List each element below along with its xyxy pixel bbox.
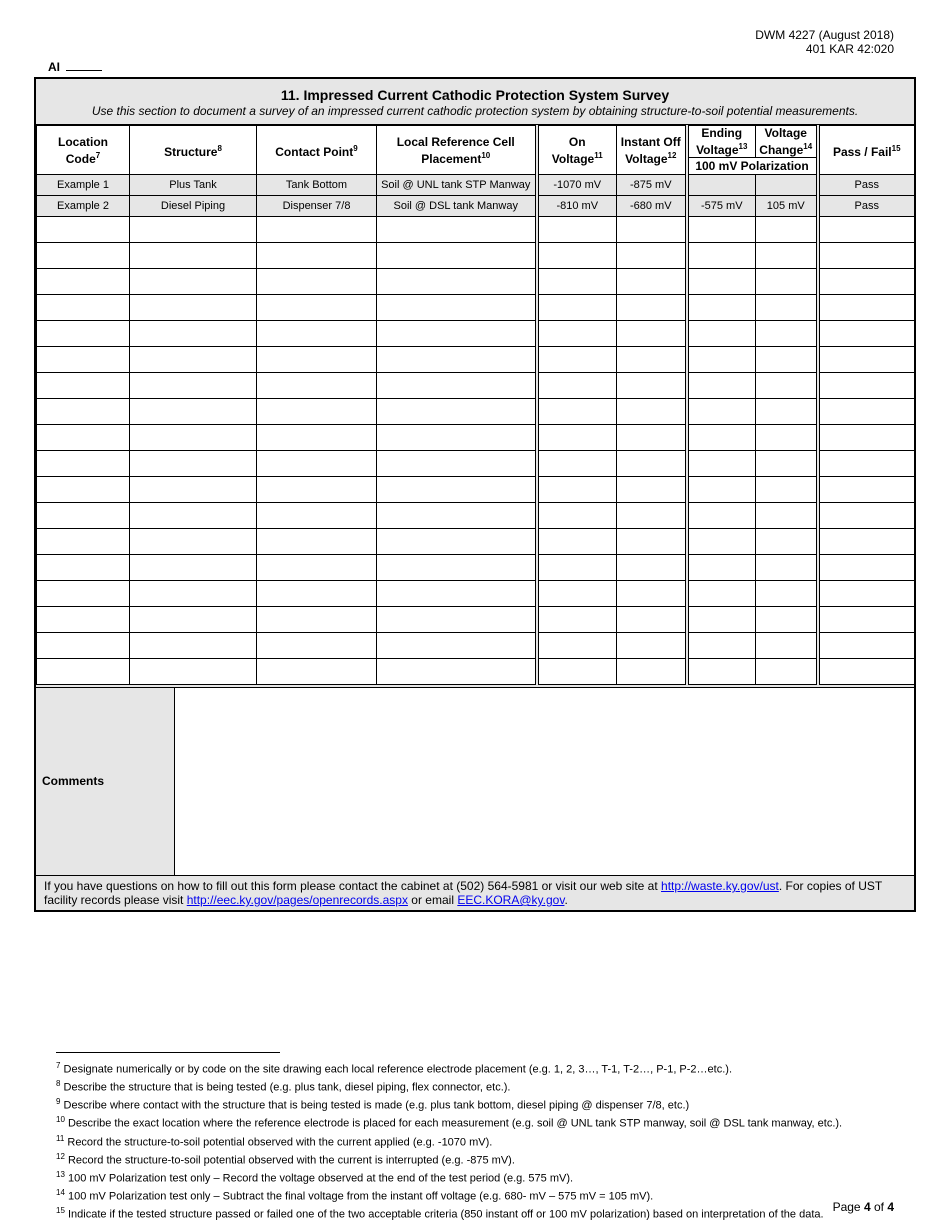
reference-placement-input[interactable]: [377, 217, 537, 243]
survey-table: [36, 125, 915, 685]
instant-off-voltage-input[interactable]: [617, 529, 687, 555]
ending-voltage-input[interactable]: [687, 607, 756, 633]
contact-point-input[interactable]: [257, 295, 377, 321]
voltage-change-input[interactable]: [756, 425, 818, 451]
col-contact-point: Contact Point$^9$: [257, 126, 377, 175]
voltage-change-input[interactable]: [756, 399, 818, 425]
ending-voltage-input[interactable]: [687, 399, 756, 425]
entry-row: [37, 295, 915, 321]
ending-voltage-input[interactable]: [687, 451, 756, 477]
footnote: $^7$ Designate numerically or by code on the site drawing each local reference electrode placement (e.g. 1, 2, 3…, T-1, T-2…, P-1, P-2…etc.).: [56, 1061, 732, 1076]
section-subtitle: Use this section to document a survey of an impressed current cathodic protection system by obtaining structure-to-soil potential measurements.: [91, 104, 859, 118]
entry-row: [37, 425, 915, 451]
structure-input[interactable]: [130, 633, 257, 659]
pass-fail-input[interactable]: [818, 633, 915, 659]
section-header: [36, 79, 914, 125]
ending-voltage-input[interactable]: [687, 529, 756, 555]
location-code-input[interactable]: [37, 347, 130, 373]
pass-fail-input[interactable]: [818, 295, 915, 321]
structure-input[interactable]: [130, 373, 257, 399]
contact-point-input[interactable]: [257, 451, 377, 477]
entry-row: [37, 633, 915, 659]
header-row: [37, 126, 915, 158]
ending-voltage-input[interactable]: [687, 321, 756, 347]
entry-row: [37, 529, 915, 555]
ai-input[interactable]: [66, 60, 102, 71]
reference-placement-input[interactable]: [377, 425, 537, 451]
reference-placement-input[interactable]: [377, 503, 537, 529]
structure-input[interactable]: [130, 269, 257, 295]
example-result: Pass: [818, 175, 915, 196]
structure-input[interactable]: [130, 321, 257, 347]
pass-fail-input[interactable]: [818, 321, 915, 347]
on-voltage-input[interactable]: [537, 321, 617, 347]
pass-fail-input[interactable]: [818, 581, 915, 607]
instant-off-voltage-input[interactable]: [617, 373, 687, 399]
on-voltage-input[interactable]: [537, 347, 617, 373]
entry-row: [37, 555, 915, 581]
ending-voltage-input[interactable]: [687, 477, 756, 503]
section-title: 11. Impressed Current Cathodic Protection System Survey: [280, 87, 670, 103]
ai-label: AI: [48, 60, 60, 74]
on-voltage-input[interactable]: [537, 529, 617, 555]
entry-row: [37, 477, 915, 503]
example-voltage-change: [756, 175, 818, 196]
contact-text: If you have questions on how to fill out this form please contact the cabinet at (502) 564-5981 or visit our web site at: [44, 879, 662, 893]
location-code-input[interactable]: [37, 425, 130, 451]
pass-fail-input[interactable]: [818, 503, 915, 529]
on-voltage-input[interactable]: [537, 607, 617, 633]
reference-placement-input[interactable]: [377, 321, 537, 347]
col-reference-placement: Local Reference Cell Placement$^{10}$: [377, 126, 537, 175]
voltage-change-input[interactable]: [756, 581, 818, 607]
instant-off-voltage-input[interactable]: [617, 269, 687, 295]
voltage-change-input[interactable]: [756, 451, 818, 477]
structure-input[interactable]: [130, 425, 257, 451]
footnote: $^{14}$ 100 mV Polarization test only – Subtract the final voltage from the instant off voltage (e.g. 680- mV – 575 mV = 105 mV).: [56, 1188, 654, 1203]
instant-off-voltage-input[interactable]: [617, 425, 687, 451]
location-code-input[interactable]: [37, 659, 130, 685]
on-voltage-input[interactable]: [537, 555, 617, 581]
voltage-change-input[interactable]: [756, 373, 818, 399]
location-code-input[interactable]: [37, 529, 130, 555]
reference-placement-input[interactable]: [377, 633, 537, 659]
on-voltage-input[interactable]: [537, 451, 617, 477]
contact-point-input[interactable]: [257, 373, 377, 399]
ending-voltage-input[interactable]: [687, 217, 756, 243]
instant-off-voltage-input[interactable]: [617, 581, 687, 607]
instant-off-voltage-input[interactable]: [617, 555, 687, 581]
form-header: [755, 28, 894, 56]
comments-label: Comments: [36, 688, 175, 875]
reference-placement-input[interactable]: [377, 555, 537, 581]
location-code-input[interactable]: [37, 555, 130, 581]
instant-off-voltage-input[interactable]: [617, 217, 687, 243]
ending-voltage-input[interactable]: [687, 425, 756, 451]
example-result: Pass: [818, 196, 915, 217]
entry-row: [37, 607, 915, 633]
location-code-input[interactable]: [37, 295, 130, 321]
contact-info: [36, 875, 914, 910]
reference-placement-input[interactable]: [377, 347, 537, 373]
contact-point-input[interactable]: [257, 555, 377, 581]
voltage-change-input[interactable]: [756, 269, 818, 295]
reference-placement-input[interactable]: [377, 295, 537, 321]
contact-point-input[interactable]: [257, 347, 377, 373]
instant-off-voltage-input[interactable]: [617, 243, 687, 269]
pass-fail-input[interactable]: [818, 659, 915, 685]
on-voltage-input[interactable]: [537, 243, 617, 269]
contact-point-input[interactable]: [257, 607, 377, 633]
location-code-input[interactable]: [37, 503, 130, 529]
instant-off-voltage-input[interactable]: [617, 399, 687, 425]
entry-row: [37, 659, 915, 685]
instant-off-voltage-input[interactable]: [617, 659, 687, 685]
entry-row: [37, 399, 915, 425]
example-instant-off: -875 mV: [617, 175, 687, 196]
reference-placement-input[interactable]: [377, 243, 537, 269]
voltage-change-input[interactable]: [756, 347, 818, 373]
contact-point-input[interactable]: [257, 269, 377, 295]
col-ending-voltage: Ending Voltage$^{13}$: [687, 126, 756, 158]
location-code-input[interactable]: [37, 477, 130, 503]
entry-row: [37, 321, 915, 347]
pass-fail-input[interactable]: [818, 373, 915, 399]
contact-point-input[interactable]: [257, 633, 377, 659]
example-location: Example 2: [37, 196, 130, 217]
pass-fail-input[interactable]: [818, 243, 915, 269]
reference-placement-input[interactable]: [377, 659, 537, 685]
structure-input[interactable]: [130, 529, 257, 555]
structure-input[interactable]: [130, 217, 257, 243]
col-structure: Structure$^8$: [130, 126, 257, 175]
example-on-voltage: -810 mV: [537, 196, 617, 217]
voltage-change-input[interactable]: [756, 659, 818, 685]
voltage-change-input[interactable]: [756, 477, 818, 503]
example-location: Example 1: [37, 175, 130, 196]
instant-off-voltage-input[interactable]: [617, 633, 687, 659]
voltage-change-input[interactable]: [756, 217, 818, 243]
footnote: $^8$ Describe the structure that is being tested (e.g. plus tank, diesel piping, flex connector, etc.).: [56, 1079, 511, 1094]
contact-text: . For copies of UST facility records please visit: [44, 879, 883, 907]
example-contact: Tank Bottom: [257, 175, 377, 196]
pass-fail-input[interactable]: [818, 217, 915, 243]
example-row: [37, 196, 915, 217]
location-code-input[interactable]: [37, 321, 130, 347]
col-on-voltage: On Voltage$^{11}$: [537, 126, 617, 175]
instant-off-voltage-input[interactable]: [617, 347, 687, 373]
structure-input[interactable]: [130, 477, 257, 503]
reference-placement-input[interactable]: [377, 581, 537, 607]
instant-off-voltage-input[interactable]: [617, 477, 687, 503]
ending-voltage-input[interactable]: [687, 347, 756, 373]
pass-fail-input[interactable]: [818, 607, 915, 633]
contact-point-input[interactable]: [257, 321, 377, 347]
location-code-input[interactable]: [37, 243, 130, 269]
structure-input[interactable]: [130, 295, 257, 321]
example-structure: Diesel Piping: [130, 196, 257, 217]
location-code-input[interactable]: [37, 633, 130, 659]
instant-off-voltage-input[interactable]: [617, 607, 687, 633]
example-structure: Plus Tank: [130, 175, 257, 196]
pass-fail-input[interactable]: [818, 555, 915, 581]
footnote: $^{15}$ Indicate if the tested structure passed or failed one of the two acceptable criteria (850 instant off or 100 mV polarization) based on interpretation of the data.: [56, 1206, 824, 1221]
instant-off-voltage-input[interactable]: [617, 503, 687, 529]
location-code-input[interactable]: [37, 399, 130, 425]
ending-voltage-input[interactable]: [687, 503, 756, 529]
ending-voltage-input[interactable]: [687, 659, 756, 685]
voltage-change-input[interactable]: [756, 529, 818, 555]
example-row: [37, 175, 915, 196]
reference-placement-input[interactable]: [377, 607, 537, 633]
contact-point-input[interactable]: [257, 243, 377, 269]
ending-voltage-input[interactable]: [687, 373, 756, 399]
voltage-change-input[interactable]: [756, 555, 818, 581]
voltage-change-input[interactable]: [756, 243, 818, 269]
example-reference: Soil @ UNL tank STP Manway: [377, 175, 537, 196]
contact-point-input[interactable]: [257, 399, 377, 425]
col-pass-fail: Pass / Fail$^{15}$: [818, 126, 915, 175]
contact-text: or email: [407, 893, 458, 907]
kora-email-link[interactable]: EEC.KORA@ky.gov: [457, 893, 565, 907]
footnote: $^{12}$ Record the structure-to-soil potential observed with the current is interrupted (e.g. -875 mV).: [56, 1151, 515, 1167]
ending-voltage-input[interactable]: [687, 555, 756, 581]
on-voltage-input[interactable]: [537, 581, 617, 607]
contact-point-input[interactable]: [257, 503, 377, 529]
example-instant-off: -680 mV: [617, 196, 687, 217]
form-id: DWM 4227 (August 2018): [755, 28, 894, 42]
contact-point-input[interactable]: [257, 217, 377, 243]
on-voltage-input[interactable]: [537, 399, 617, 425]
contact-point-input[interactable]: [257, 529, 377, 555]
ust-website-link[interactable]: http://waste.ky.gov/ust: [661, 879, 779, 893]
ending-voltage-input[interactable]: [687, 295, 756, 321]
example-ending-voltage: -575 mV: [687, 196, 756, 217]
example-ending-voltage: [687, 175, 756, 196]
regulation: 401 KAR 42:020: [805, 42, 894, 56]
location-code-input[interactable]: [37, 451, 130, 477]
pass-fail-input[interactable]: [818, 347, 915, 373]
location-code-input[interactable]: [37, 373, 130, 399]
structure-input[interactable]: [130, 243, 257, 269]
on-voltage-input[interactable]: [537, 295, 617, 321]
entry-row: [37, 347, 915, 373]
entry-row: [37, 217, 915, 243]
ending-voltage-input[interactable]: [687, 243, 756, 269]
reference-placement-input[interactable]: [377, 451, 537, 477]
on-voltage-input[interactable]: [537, 269, 617, 295]
example-on-voltage: -1070 mV: [537, 175, 617, 196]
col-instant-off-voltage: Instant Off Voltage$^{12}$: [617, 126, 687, 175]
footnote: $^9$ Describe where contact with the structure that is being tested is made (e.g. plus tank bottom, diesel piping @ dispenser 7/8, etc.): [56, 1097, 690, 1112]
ending-voltage-input[interactable]: [687, 581, 756, 607]
location-code-input[interactable]: [37, 607, 130, 633]
footnote: $^{10}$ Describe the exact location where the reference electrode is placed for each measurement (e.g. soil @ UNL tank STP manway, soil @ DSL tank manway, etc.).: [56, 1115, 843, 1131]
ai-field: [48, 60, 102, 74]
voltage-change-input[interactable]: [756, 607, 818, 633]
location-code-input[interactable]: [37, 269, 130, 295]
instant-off-voltage-input[interactable]: [617, 295, 687, 321]
structure-input[interactable]: [130, 555, 257, 581]
reference-placement-input[interactable]: [377, 269, 537, 295]
voltage-change-input[interactable]: [756, 321, 818, 347]
entry-row: [37, 373, 915, 399]
contact-text: .: [564, 893, 568, 907]
instant-off-voltage-input[interactable]: [617, 321, 687, 347]
on-voltage-input[interactable]: [537, 373, 617, 399]
structure-input[interactable]: [130, 659, 257, 685]
structure-input[interactable]: [130, 581, 257, 607]
pass-fail-input[interactable]: [818, 451, 915, 477]
contact-point-input[interactable]: [257, 477, 377, 503]
entry-row: [37, 243, 915, 269]
instant-off-voltage-input[interactable]: [617, 451, 687, 477]
ending-voltage-input[interactable]: [687, 633, 756, 659]
pass-fail-input[interactable]: [818, 529, 915, 555]
structure-input[interactable]: [130, 451, 257, 477]
entry-row: [37, 451, 915, 477]
on-voltage-input[interactable]: [537, 217, 617, 243]
reference-placement-input[interactable]: [377, 477, 537, 503]
contact-point-input[interactable]: [257, 659, 377, 685]
footnotes: [56, 1059, 916, 1222]
example-voltage-change: 105 mV: [756, 196, 818, 217]
location-code-input[interactable]: [37, 581, 130, 607]
on-voltage-input[interactable]: [537, 633, 617, 659]
contact-point-input[interactable]: [257, 425, 377, 451]
pass-fail-input[interactable]: [818, 425, 915, 451]
page-number: Page 4 of 4: [832, 1200, 894, 1214]
col-location-code: Location Code$^7$: [37, 126, 130, 175]
voltage-change-input[interactable]: [756, 295, 818, 321]
comments-section: [36, 687, 914, 875]
comments-input[interactable]: [175, 688, 914, 875]
voltage-change-input[interactable]: [756, 633, 818, 659]
entry-row: [37, 581, 915, 607]
entry-row: [37, 503, 915, 529]
pass-fail-input[interactable]: [818, 399, 915, 425]
voltage-change-input[interactable]: [756, 503, 818, 529]
survey-form: [34, 77, 916, 912]
on-voltage-input[interactable]: [537, 477, 617, 503]
on-voltage-input[interactable]: [537, 425, 617, 451]
pass-fail-input[interactable]: [818, 477, 915, 503]
structure-input[interactable]: [130, 607, 257, 633]
structure-input[interactable]: [130, 503, 257, 529]
location-code-input[interactable]: [37, 217, 130, 243]
reference-placement-input[interactable]: [377, 373, 537, 399]
on-voltage-input[interactable]: [537, 659, 617, 685]
col-voltage-change: Voltage Change$^{14}$: [756, 126, 818, 158]
open-records-link[interactable]: http://eec.ky.gov/pages/openrecords.aspx: [186, 893, 408, 907]
polarization-label: 100 mV Polarization: [687, 158, 818, 175]
reference-placement-input[interactable]: [377, 399, 537, 425]
pass-fail-input[interactable]: [818, 269, 915, 295]
entry-row: [37, 269, 915, 295]
contact-point-input[interactable]: [257, 581, 377, 607]
reference-placement-input[interactable]: [377, 529, 537, 555]
example-reference: Soil @ DSL tank Manway: [377, 196, 537, 217]
structure-input[interactable]: [130, 347, 257, 373]
on-voltage-input[interactable]: [537, 503, 617, 529]
example-contact: Dispenser 7/8: [257, 196, 377, 217]
footnote: $^{13}$ 100 mV Polarization test only – Record the voltage observed at the end of the test period (e.g. 575 mV).: [56, 1169, 574, 1185]
ending-voltage-input[interactable]: [687, 269, 756, 295]
footnote: $^{11}$ Record the structure-to-soil potential observed with the current applied (e.g. -1070 mV).: [56, 1133, 493, 1149]
structure-input[interactable]: [130, 399, 257, 425]
footnote-divider: [56, 1052, 280, 1053]
